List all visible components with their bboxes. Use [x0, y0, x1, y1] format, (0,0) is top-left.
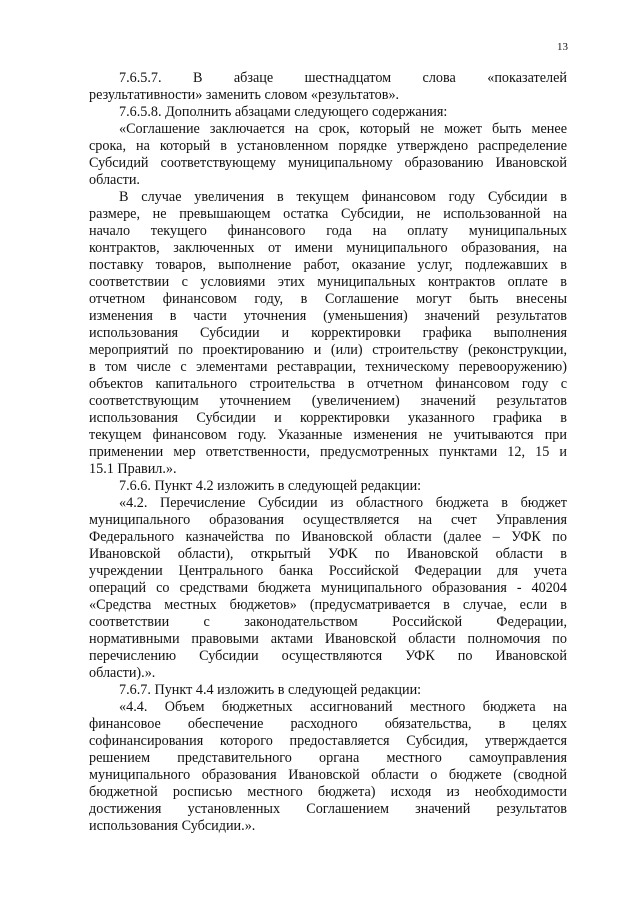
page-number: 13	[557, 41, 568, 53]
text-line: 7.6.5.8. Дополнить абзацами следующего содержания:	[119, 104, 448, 120]
text-line: размере, не превышающем остатка Субсидии, не использованной на	[89, 206, 567, 222]
text-line: объектов капитального строительства в отчетном финансовом году с	[89, 376, 567, 392]
text-line: операций со средствами бюджета муниципального образования - 40204	[89, 580, 567, 596]
text-line: учреждении Центрального банка Российской Федерации для учета	[89, 563, 567, 579]
text-line: 7.6.7. Пункт 4.4 изложить в следующей редакции:	[119, 682, 422, 698]
text-line: 15.1 Правил.».	[89, 461, 177, 477]
text-line: применении мер ответственности, предусмотренных пунктами 12, 15 и	[89, 444, 567, 460]
text-line: софинансирования которого предоставляется Субсидия, утверждается	[89, 733, 567, 749]
text-line: изменения в части уточнения (уменьшения) значений результатов	[89, 308, 567, 324]
text-line: Субсидий соответствующему муниципальному образованию Ивановской	[89, 155, 567, 171]
text-line: «4.4. Объем бюджетных ассигнований местного бюджета на	[119, 699, 567, 715]
text-line: использования Субсидии.».	[89, 818, 256, 834]
document-body	[89, 70, 567, 835]
text-line: в том числе с элементами реставрации, техническому перевооружению)	[89, 359, 567, 375]
text-line: 7.6.5.7. В абзаце шестнадцатом слова «показателей	[119, 70, 567, 86]
text-line: текущем финансовом году. Указанные изменения не учитываются при	[89, 427, 567, 443]
text-line: решением представительного органа местного самоуправления	[89, 750, 567, 766]
text-line: «Средства местных бюджетов» (предусматривается в случае, если в	[89, 597, 567, 613]
text-line: 7.6.6. Пункт 4.2 изложить в следующей редакции:	[119, 478, 422, 494]
text-line: муниципального образования Ивановской области о бюджете (сводной	[89, 767, 567, 783]
text-line: бюджетной росписью местного бюджета) исходя из необходимости	[89, 784, 567, 800]
text-line: использования Субсидии и корректировки указанного графика в	[89, 410, 567, 426]
text-line: начало текущего финансового года на оплату муниципальных	[89, 223, 567, 239]
text-line: срока, на который в установленном порядке утверждено распределение	[89, 138, 567, 154]
text-line: муниципального образования осуществляется на счет Управления	[89, 512, 567, 528]
text-line: отчетном финансовом году, в Соглашение могут быть внесены	[89, 291, 567, 307]
text-line: области).».	[89, 665, 156, 681]
text-line: Федерального казначейства по Ивановской области (далее – УФК по	[89, 529, 567, 545]
text-line: мероприятий по проектированию и (или) строительству (реконструкции,	[89, 342, 567, 358]
text-line: перечислению Субсидии осуществляются УФК по Ивановской	[89, 648, 567, 664]
text-line: нормативными правовыми актами Ивановской области полномочия по	[89, 631, 567, 647]
text-line: финансовое обеспечение расходного обязательства, в целях	[89, 716, 567, 732]
text-line: результативности» заменить словом «результатов».	[89, 87, 400, 103]
text-line: «4.2. Перечисление Субсидии из областного бюджета в бюджет	[119, 495, 567, 511]
text-line: достижения установленных Соглашением значений результатов	[89, 801, 567, 817]
text-line: соответствии с законодательством Российской Федерации,	[89, 614, 567, 630]
text-line: «Соглашение заключается на срок, который не может быть менее	[119, 121, 567, 137]
text-line: соответствии с условиями этих муниципальных контрактов оплате в	[89, 274, 567, 290]
text-line: В случае увеличения в текущем финансовом году Субсидии в	[119, 189, 567, 205]
text-line: Ивановской области), открытый УФК по Ивановской области в	[89, 546, 567, 562]
text-line: использования Субсидии и корректировки графика выполнения	[89, 325, 567, 341]
text-line: области.	[89, 172, 140, 188]
text-line: соответствующим уточнением (увеличением) значений результатов	[89, 393, 567, 409]
text-line: поставку товаров, выполнение работ, оказание услуг, подлежавших в	[89, 257, 567, 273]
text-line: контрактов, заключенных от имени муниципального образования, на	[89, 240, 567, 256]
